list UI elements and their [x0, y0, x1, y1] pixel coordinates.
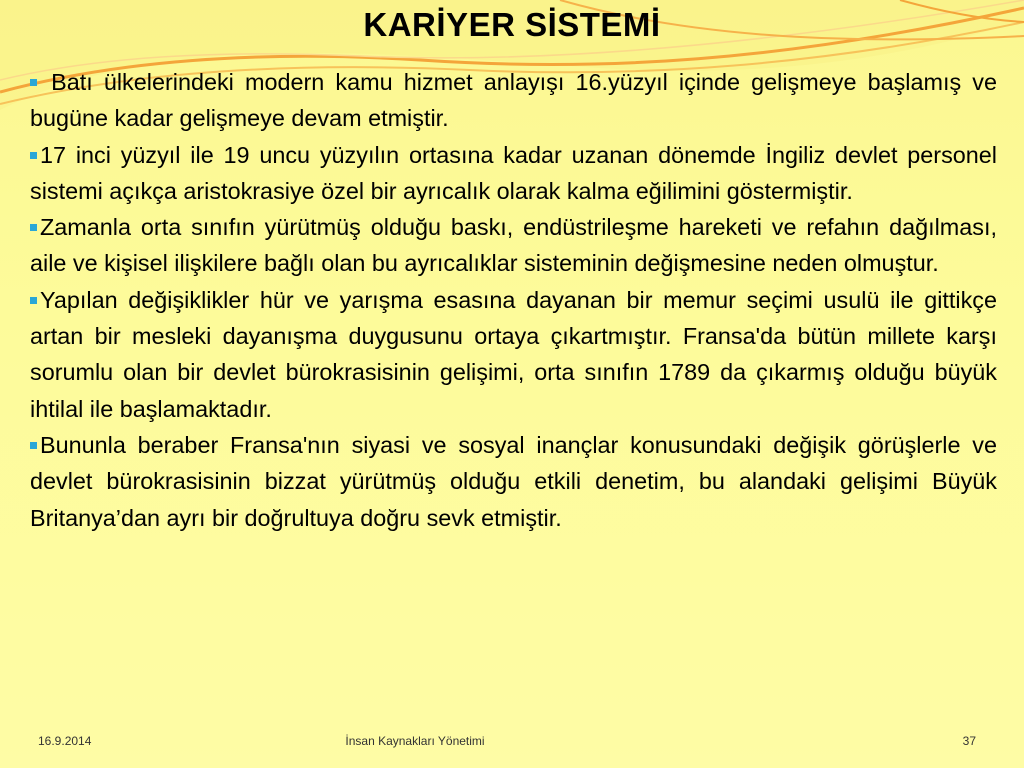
square-bullet-icon: [30, 224, 37, 231]
slide-title: KARİYER SİSTEMİ: [363, 6, 661, 43]
bullet-paragraph-2: 17 inci yüzyıl ile 19 uncu yüzyılın ortasına kadar uzanan dönemde İngiliz devlet personel sistemi açıkça aristokrasiye özel bir ayrıcalık olarak kalma eğilimini göstermiştir.: [30, 141, 997, 204]
square-bullet-icon: [30, 442, 37, 449]
page-number: 37: [962, 734, 976, 748]
footer-title: İnsan Kaynakları Yönetimi: [345, 734, 485, 748]
bullet-paragraph-5: Bununla beraber Fransa'nın siyasi ve sosyal inançlar konusundaki değişik görüşlerle ve devlet bürokrasisinin bizzat yürütmüş olduğu etkili denetim, bu alandaki gelişimi Büyük Britanya’dan ayrı bir doğrultuya doğru sevk etmiştir.: [30, 431, 997, 531]
square-bullet-icon: [30, 79, 37, 86]
square-bullet-icon: [30, 297, 37, 304]
slide-body: [30, 64, 997, 536]
bullet-paragraph-1: Batı ülkelerindeki modern kamu hizmet anlayışı 16.yüzyıl içinde gelişmeye başlamış ve bugüne kadar gelişmeye devam etmiştir.: [30, 69, 997, 132]
bullet-paragraph-4: Yapılan değişiklikler hür ve yarışma esasına dayanan bir memur seçimi usulü ile gittikçe artan bir mesleki dayanışma duygusunu ortaya çıkartmıştır. Fransa'da bütün millete karşı sorumlu olan bir devlet bürokrasisinin gelişimi, orta sınıfın 1789 da çıkarmış olduğu büyük ihtilal ile başlamaktadır.: [30, 286, 997, 422]
footer-date: 16.9.2014: [38, 734, 92, 748]
bullet-paragraph-3: Zamanla orta sınıfın yürütmüş olduğu baskı, endüstrileşme hareketi ve refahın dağılması, aile ve kişisel ilişkilere bağlı olan bu ayrıcalıklar sisteminin değişmesine neden olmuştur.: [30, 214, 997, 277]
square-bullet-icon: [30, 152, 37, 159]
